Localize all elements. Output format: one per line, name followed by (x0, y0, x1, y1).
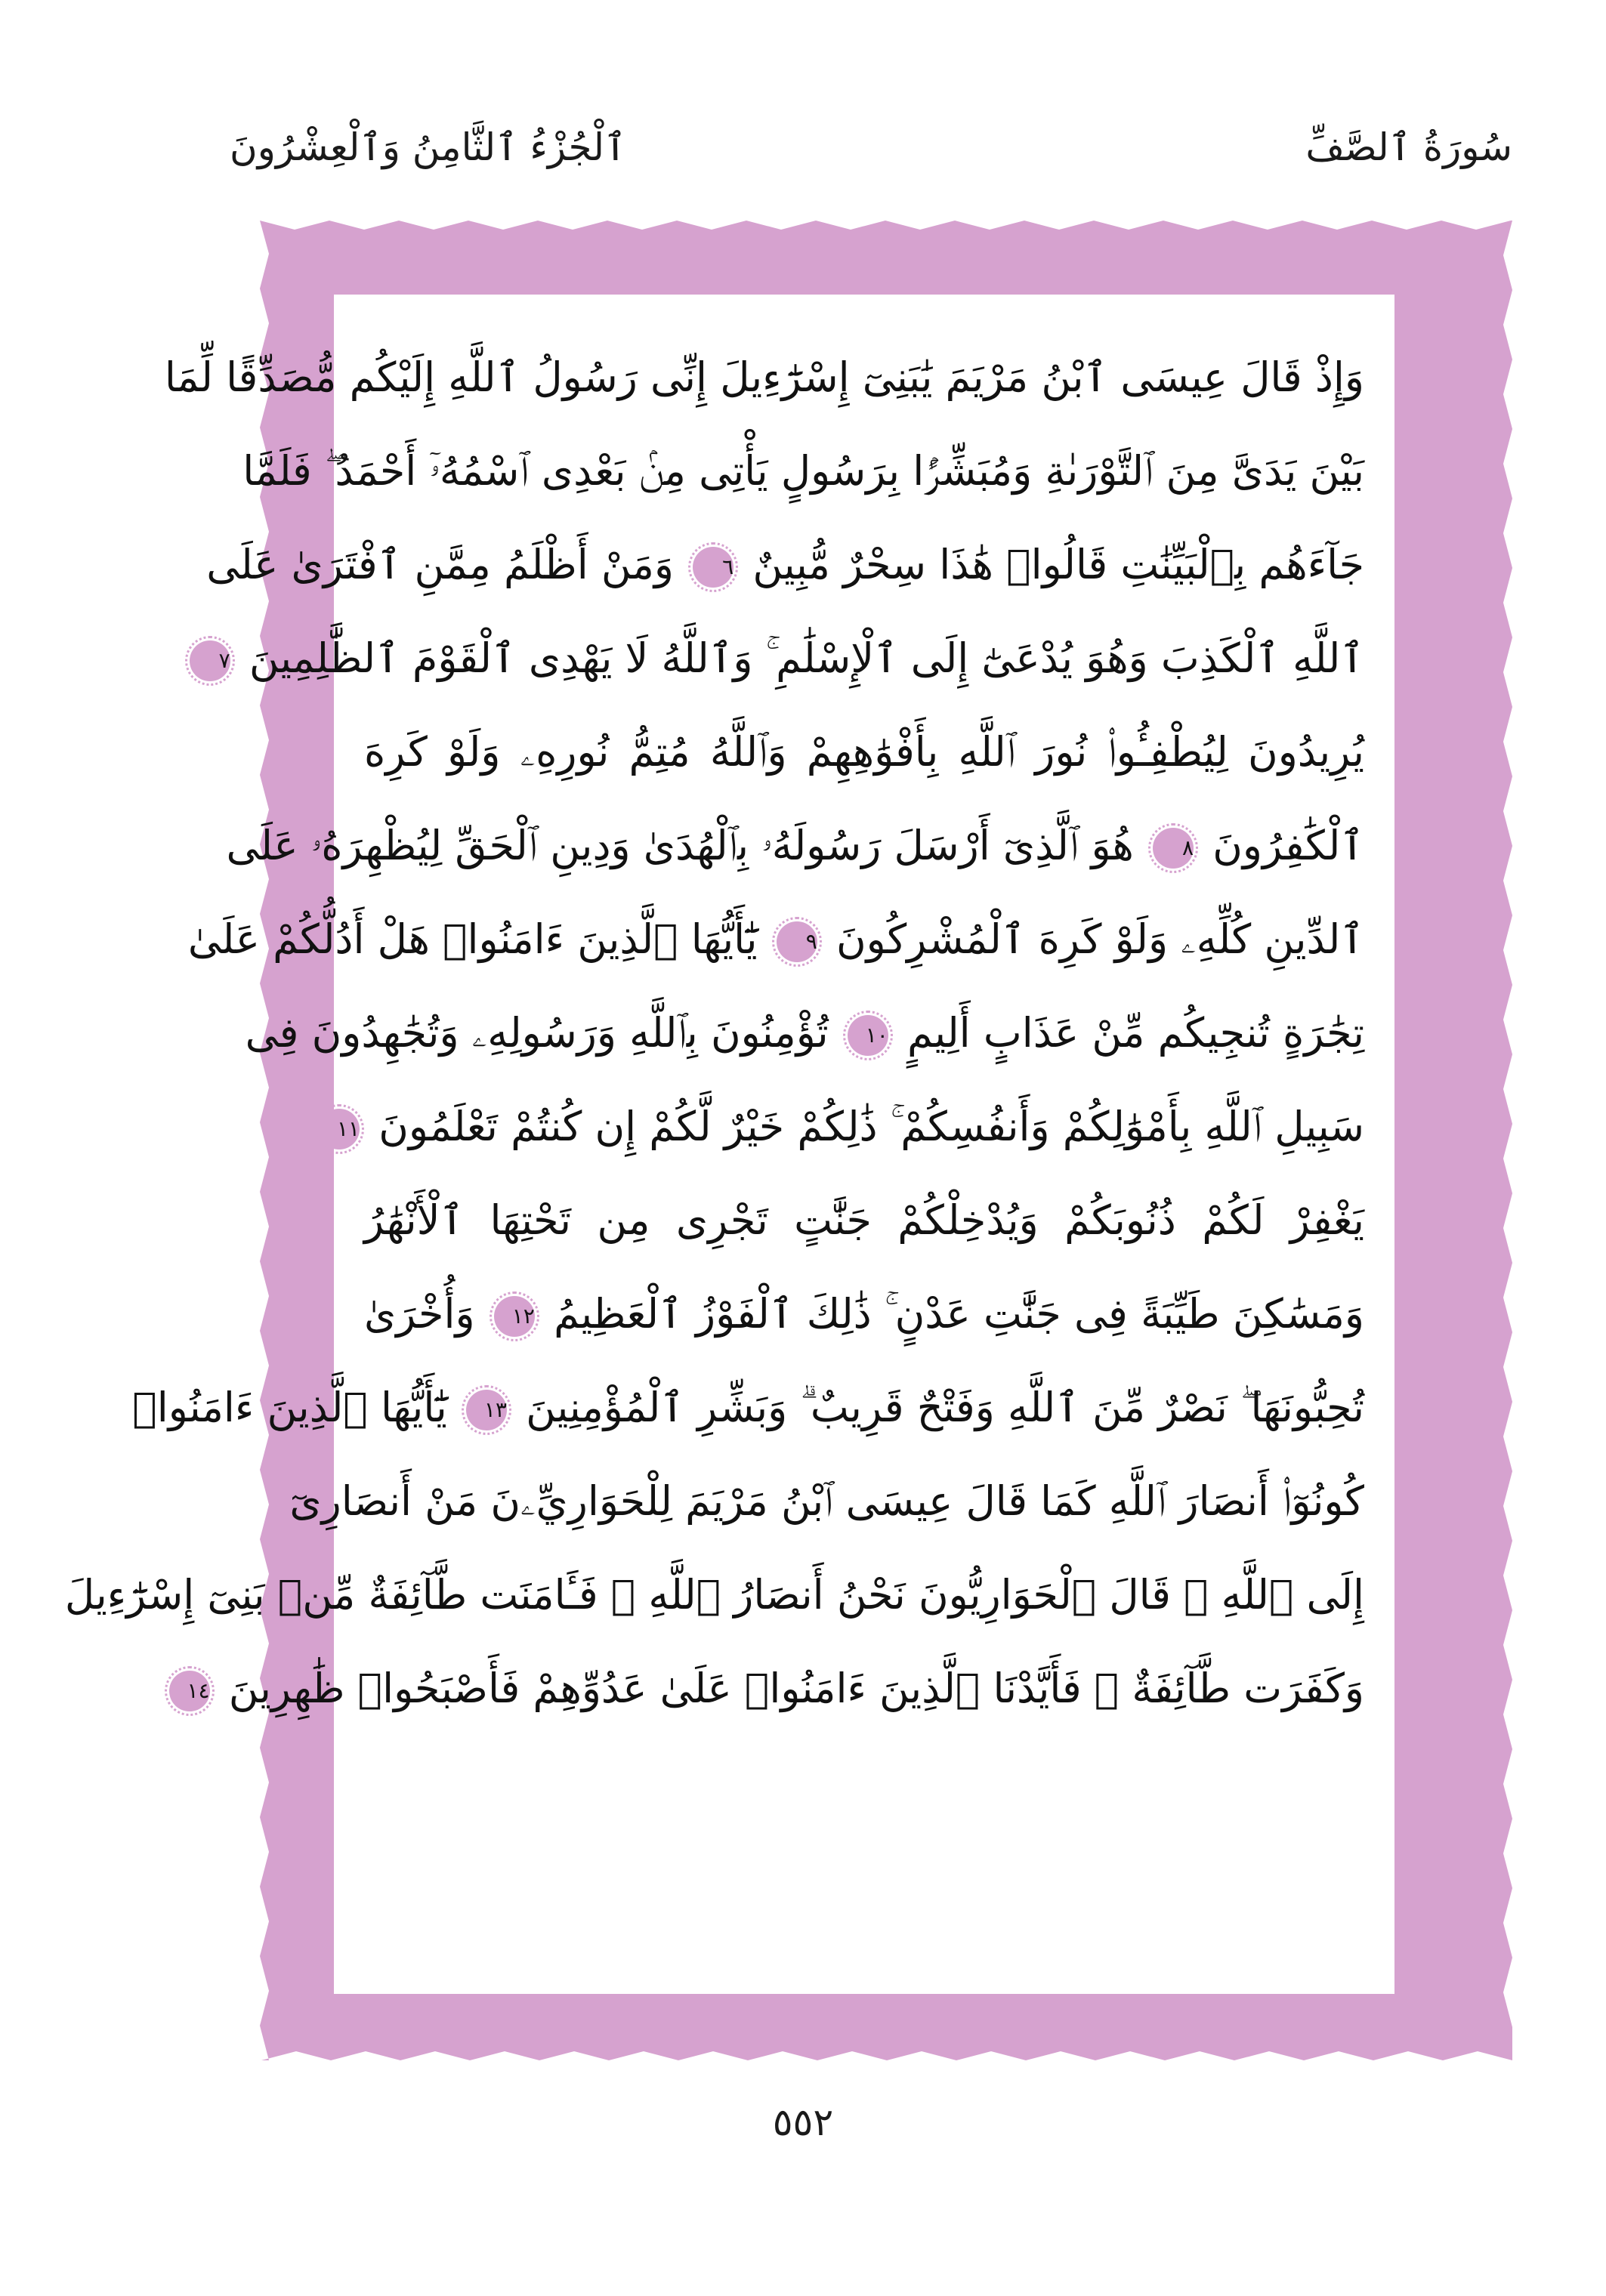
verse-text: وَكَفَرَت طَّآئِفَةٌ ۖ فَأَيَّدْنَا ٱلَّذِينَ ءَامَنُوا۟ عَلَىٰ عَدُوِّهِمْ فَأَصْبَحُوا۟ ظَٰهِرِينَ (228, 1665, 1364, 1712)
verse-text: وَأُخْرَىٰ (364, 1290, 475, 1338)
verse-text: تِجَٰرَةٍ تُنجِيكُم مِّنْ عَذَابٍ أَلِيمٍ (907, 1009, 1364, 1057)
verse-text: إِلَى ٱللَّهِ ۖ قَالَ ٱلْحَوَارِيُّونَ نَحْنُ أَنصَارُ ٱللَّهِ ۖ فَـَٔامَنَت طَّآئِفَةٌ مِّنۢ بَنِىٓ إِسْرَٰٓءِيلَ (64, 1571, 1364, 1619)
verse-line (164, 331, 1364, 424)
ayah-number-marker: ٨ (1153, 828, 1194, 869)
verse-line (132, 1361, 1364, 1455)
surah-title: سُورَةُ ٱلصَّفِّ (1305, 125, 1512, 169)
verse-text: ٱللَّهِ ٱلْكَذِبَ وَهُوَ يُدْعَىٰٓ إِلَى ٱلْإِسْلَٰمِ ۚ وَٱللَّهُ لَا يَهْدِى ٱلْقَوْمَ ٱلظَّٰلِمِينَ (249, 634, 1364, 682)
verse-text: هُوَ ٱلَّذِىٓ أَرْسَلَ رَسُولَهُۥ بِٱلْهُدَىٰ وَدِينِ ٱلْحَقِّ لِيُظْهِرَهُۥ عَلَى (226, 822, 1134, 869)
verse-line (218, 612, 1364, 705)
verse-text: وَمَنْ أَظْلَمُ مِمَّنِ ٱفْتَرَىٰ عَلَى (206, 541, 675, 588)
verse-line (187, 893, 1364, 986)
verse-text: ٱلْكَٰفِرُونَ (1212, 822, 1364, 869)
verse-text: جَآءَهُم بِٱلْبَيِّنَٰتِ قَالُوا۟ هَٰذَا سِحْرٌ مُّبِينٌ (752, 541, 1364, 588)
verse-line (242, 424, 1364, 518)
verse-line (245, 986, 1364, 1080)
page-header (0, 113, 1606, 181)
verse-line (226, 799, 1364, 893)
ayah-number-marker: ٩ (777, 921, 817, 962)
verse-text: يُرِيدُونَ لِيُطْفِـُٔوا۟ نُورَ ٱللَّهِ بِأَفْوَٰهِهِمْ وَٱللَّهُ مُتِمُّ نُورِهِۦ وَلَوْ كَرِهَ (364, 728, 1364, 776)
verse-text: يَٰٓأَيُّهَا ٱلَّذِينَ ءَامَنُوا۟ (132, 1384, 447, 1431)
verse-line (289, 1455, 1364, 1548)
verse-line (336, 1080, 1364, 1174)
ayah-number-marker: ١٣ (466, 1390, 507, 1430)
verse-line (364, 1174, 1364, 1267)
verse-text: تُحِبُّونَهَا ۖ نَصْرٌ مِّنَ ٱللَّهِ وَفَتْحٌ قَرِيبٌ ۗ وَبَشِّرِ ٱلْمُؤْمِنِينَ (526, 1384, 1364, 1431)
verse-text: سَبِيلِ ٱللَّهِ بِأَمْوَٰلِكُمْ وَأَنفُسِكُمْ ۚ ذَٰلِكُمْ خَيْرٌ لَّكُمْ إِن كُنتُمْ تَعْلَمُونَ (378, 1103, 1364, 1150)
ayah-number-marker: ١٠ (848, 1015, 888, 1056)
verse-lines (64, 331, 1365, 1736)
verse-line (364, 1267, 1364, 1361)
ayah-number-marker: ١٢ (494, 1296, 535, 1337)
verse-text: يَغْفِرْ لَكُمْ ذُنُوبَكُمْ وَيُدْخِلْكُمْ جَنَّٰتٍ تَجْرِى مِن تَحْتِهَا ٱلْأَنْهَٰرُ (364, 1196, 1364, 1244)
verse-text: ٱلدِّينِ كُلِّهِۦ وَلَوْ كَرِهَ ٱلْمُشْرِكُونَ (835, 915, 1364, 963)
verse-text: وَإِذْ قَالَ عِيسَى ٱبْنُ مَرْيَمَ يَٰبَنِىٓ إِسْرَٰٓءِيلَ إِنِّى رَسُولُ ٱللَّهِ إِلَيْكُم مُّصَدِّقًا لِّمَا (164, 353, 1364, 401)
ayah-number-marker: ١٤ (169, 1671, 210, 1711)
page-number: ٥٥٢ (772, 2100, 834, 2144)
verse-text: كُونُوٓا۟ أَنصَارَ ٱللَّهِ كَمَا قَالَ عِيسَى ٱبْنُ مَرْيَمَ لِلْحَوَارِيِّۦنَ مَنْ أَنصَارِىٓ (289, 1477, 1364, 1525)
verse-line (64, 1548, 1364, 1642)
quran-text-panel (64, 295, 1394, 1994)
ayah-number-marker: ٧ (190, 640, 230, 681)
ayah-number-marker: ١١ (319, 1109, 360, 1150)
verse-line (206, 518, 1364, 612)
ayah-number-marker: ٦ (693, 547, 734, 588)
verse-text: يَٰٓأَيُّهَا ٱلَّذِينَ ءَامَنُوا۟ هَلْ أَدُلُّكُمْ عَلَىٰ (187, 915, 758, 963)
verse-line (187, 1642, 1364, 1736)
verse-text: بَيْنَ يَدَىَّ مِنَ ٱلتَّوْرَىٰةِ وَمُبَشِّرًۢا بِرَسُولٍ يَأْتِى مِنۢ بَعْدِى ٱسْمُهُۥٓ أَحْمَدُ ۖ فَلَمَّا (242, 447, 1364, 495)
verse-text: تُؤْمِنُونَ بِٱللَّهِ وَرَسُولِهِۦ وَتُجَٰهِدُونَ فِى (245, 1009, 829, 1057)
verse-line (364, 705, 1364, 799)
verse-text: وَمَسَٰكِنَ طَيِّبَةً فِى جَنَّٰتِ عَدْنٍ ۚ ذَٰلِكَ ٱلْفَوْزُ ٱلْعَظِيمُ (554, 1290, 1365, 1338)
juz-title: ٱلْجُزْءُ ٱلثَّامِنُ وَٱلْعِشْرُونَ (230, 125, 627, 169)
